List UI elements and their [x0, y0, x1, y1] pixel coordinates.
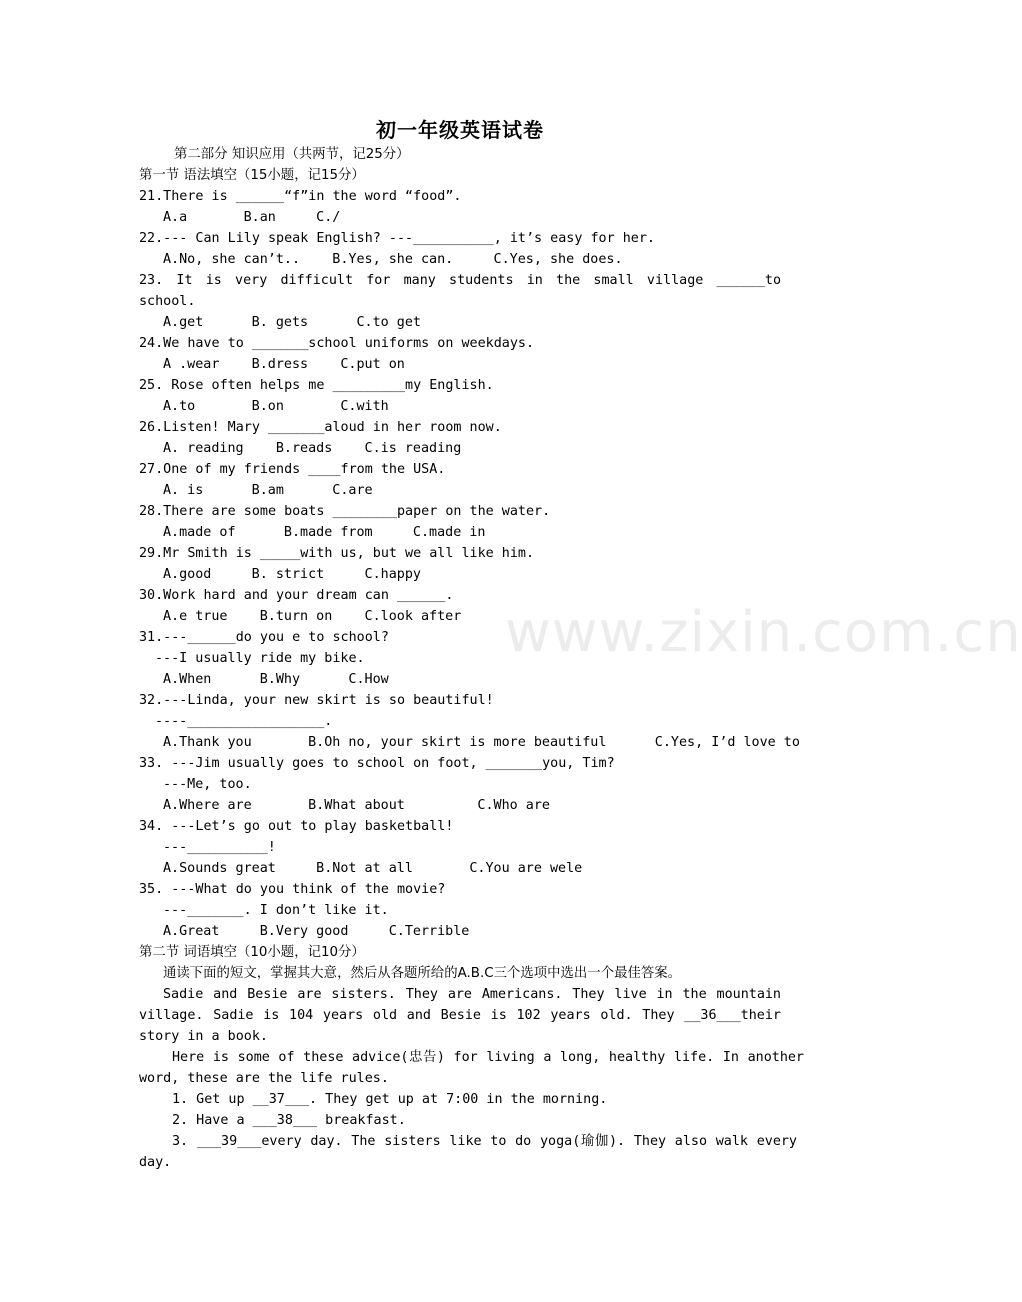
question-34-options: A.Sounds great B.Not at all C.You are wele — [163, 861, 583, 876]
question-30-stem: 30.Work hard and your dream can ______. — [139, 588, 454, 603]
question-29-stem: 29.Mr Smith is _____with us, but we all like him. — [139, 546, 535, 561]
question-26-options: A. reading B.reads C.is reading — [163, 441, 462, 456]
part-heading: 第二部分 知识应用（共两节，记25分） — [174, 147, 410, 162]
question-22-stem: 22.--- Can Lily speak English? ---__________, it’s easy for her. — [139, 231, 655, 246]
passage-p2-line2: word, these are the life rules. — [139, 1071, 389, 1086]
question-29-options: A.good B. strict C.happy — [163, 567, 421, 582]
question-34-reply: ---__________! — [163, 840, 276, 855]
question-35-options: A.Great B.Very good C.Terrible — [163, 924, 470, 939]
question-27-options: A. is B.am C.are — [163, 483, 373, 498]
question-28-options: A.made of B.made from C.made in — [163, 525, 486, 540]
passage-rule-3-line1: 3. ___39___every day. The sisters like to do yoga(瑜伽). They also walk every — [172, 1134, 797, 1149]
passage-p2-line1: Here is some of these advice(忠告) for living a long, healthy life. In another — [172, 1050, 804, 1065]
question-24-options: A .wear B.dress C.put on — [163, 357, 405, 372]
passage-p1-line1: Sadie and Besie are sisters. They are Americans. They live in the mountain — [163, 987, 781, 1002]
exam-title: 初一年级英语试卷 — [376, 118, 544, 142]
passage-p1-line3: story in a book. — [139, 1029, 268, 1044]
section2-instruction: 通读下面的短文，掌握其大意，然后从各题所给的A.B.C三个选项中选出一个最佳答案。 — [163, 966, 682, 981]
question-33-reply: ---Me, too. — [163, 777, 252, 792]
question-21-options: A.a B.an C./ — [163, 210, 341, 225]
passage-p1-line2: village. Sadie is 104 years old and Besie is 102 years old. They __36___their — [139, 1008, 781, 1023]
question-25-options: A.to B.on C.with — [163, 399, 389, 414]
question-21-stem: 21.There is ______“f”in the word “food”. — [139, 189, 462, 204]
question-23-stem-line1: 23. It is very difficult for many students in the small village ______to — [139, 273, 781, 288]
passage-rule-3-line2: day. — [139, 1155, 172, 1170]
question-33-stem: 33. ---Jim usually goes to school on foot, _______you, Tim? — [139, 756, 615, 771]
question-23-stem-line2: school. — [139, 294, 196, 309]
question-34-stem: 34. ---Let’s go out to play basketball! — [139, 819, 454, 834]
question-25-stem: 25. Rose often helps me _________my English. — [139, 378, 494, 393]
passage-rule-2: 2. Have a ___38___ breakfast. — [172, 1113, 406, 1128]
section1-heading: 第一节 语法填空（15小题，记15分） — [139, 168, 365, 183]
question-27-stem: 27.One of my friends ____from the USA. — [139, 462, 446, 477]
question-28-stem: 28.There are some boats ________paper on the water. — [139, 504, 551, 519]
question-22-options: A.No, she can’t.. B.Yes, she can. C.Yes, she does. — [163, 252, 623, 267]
question-35-stem: 35. ---What do you think of the movie? — [139, 882, 446, 897]
question-33-options: A.Where are B.What about C.Who are — [163, 798, 550, 813]
question-32-options: A.Thank you B.Oh no, your skirt is more beautiful C.Yes, I’d love to — [163, 735, 800, 750]
question-24-stem: 24.We have to _______school uniforms on weekdays. — [139, 336, 535, 351]
question-32-stem: 32.---Linda, your new skirt is so beautiful! — [139, 693, 494, 708]
question-26-stem: 26.Listen! Mary _______aloud in her room now. — [139, 420, 502, 435]
section2-heading: 第二节 词语填空（10小题，记10分） — [139, 945, 365, 960]
question-31-reply: ---I usually ride my bike. — [155, 651, 365, 666]
watermark: www.zixin.com.cn — [505, 600, 1022, 665]
question-23-options: A.get B. gets C.to get — [163, 315, 421, 330]
passage-rule-1: 1. Get up __37___. They get up at 7:00 in the morning. — [172, 1092, 608, 1107]
question-31-stem: 31.---______do you e to school? — [139, 630, 389, 645]
question-31-options: A.When B.Why C.How — [163, 672, 389, 687]
question-35-reply: ---_______. I don’t like it. — [163, 903, 389, 918]
question-32-reply: ----_________________. — [155, 714, 333, 729]
question-30-options: A.e true B.turn on C.look after — [163, 609, 462, 624]
